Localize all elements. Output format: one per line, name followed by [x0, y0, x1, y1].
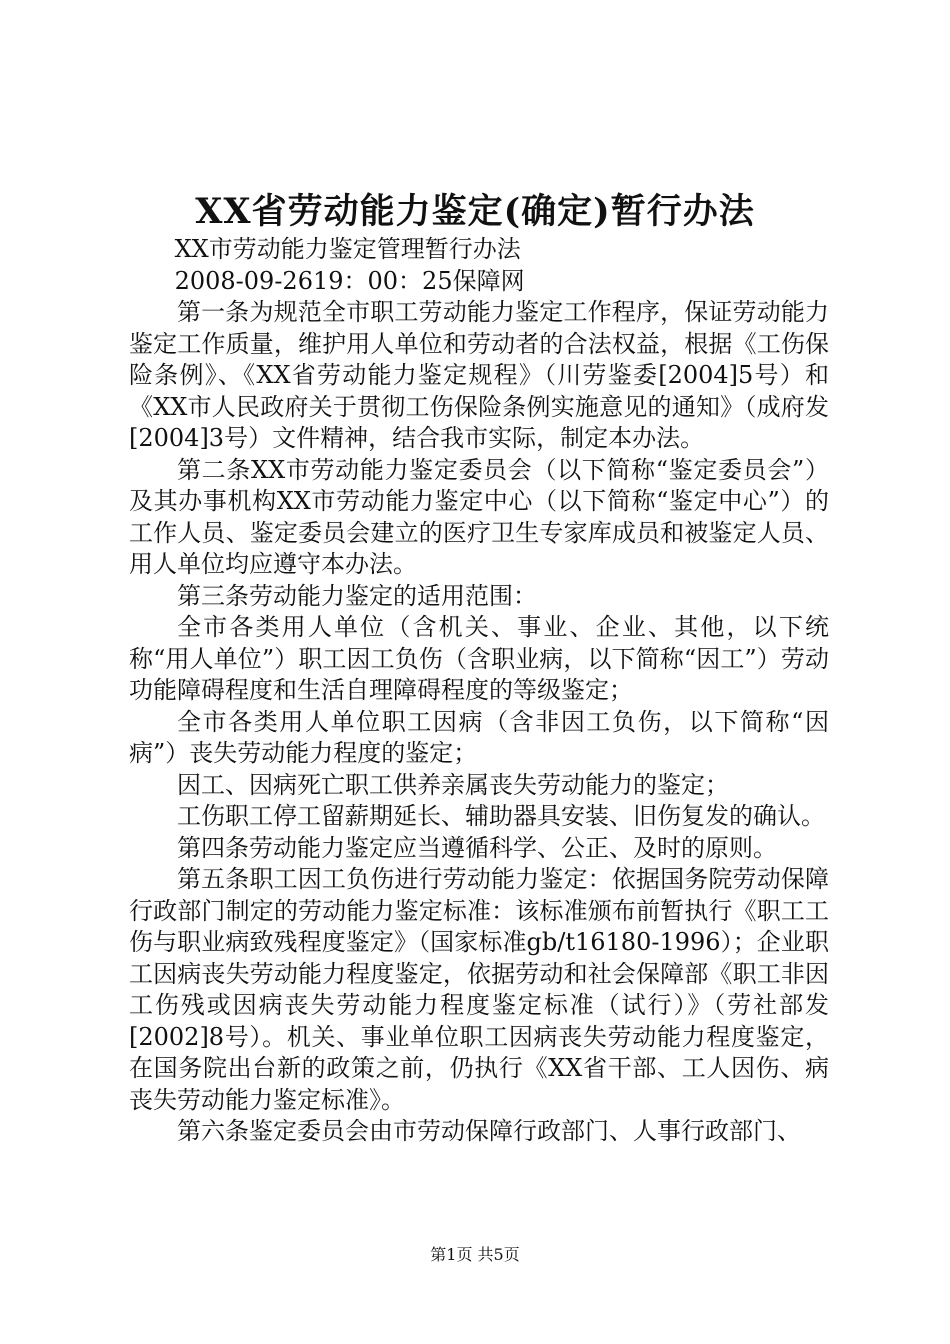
page-number-footer: 第1页 共5页	[430, 1245, 520, 1264]
paragraph-article-5: 第五条职工因工负伤进行劳动能力鉴定：依据国务院劳动保障行政部门制定的劳动能力鉴定标准：该标准颁布前暂执行《职工工伤与职业病致残程度鉴定》（国家标准gb/t16180-1996）；企业职工因病丧失劳动能力程度鉴定，依据劳动和社会保障部《职工非因工伤残或因病丧失劳动能力程度鉴定标准（试行）》（劳社部发[2002]8号）。机关、事业单位职工因病丧失劳动能力程度鉴定，在国务院出台新的政策之前，仍执行《XX省干部、工人因伤、病丧失劳动能力鉴定标准》。	[129, 865, 829, 1114]
document-body	[129, 234, 829, 1148]
paragraph-article-1: 第一条为规范全市职工劳动能力鉴定工作程序，保证劳动能力鉴定工作质量，维护用人单位和劳动者的合法权益，根据《工伤保险条例》、《XX省劳动能力鉴定规程》（川劳鉴委[2004]5号）和《XX市人民政府关于贯彻工伤保险条例实施意见的通知》（成府发[2004]3号）文件精神，结合我市实际，制定本办法。	[129, 298, 829, 452]
paragraph-scope-4: 工伤职工停工留薪期延长、辅助器具安装、旧伤复发的确认。	[177, 802, 825, 830]
dateline: 2008-09-2619：00：25保障网	[174, 266, 525, 295]
paragraph-article-6: 第六条鉴定委员会由市劳动保障行政部门、人事行政部门、	[177, 1117, 801, 1145]
paragraph-scope-1: 全市各类用人单位（含机关、事业、企业、其他，以下统称“用人单位”）职工因工负伤（含职业病，以下简称“因工”）劳动功能障碍程度和生活自理障碍程度的等级鉴定；	[129, 613, 829, 704]
paragraph-article-4: 第四条劳动能力鉴定应当遵循科学、公正、及时的原则。	[177, 833, 777, 862]
subtitle: XX市劳动能力鉴定管理暂行办法	[174, 235, 521, 263]
paragraph-scope-2: 全市各类用人单位职工因病（含非因工负伤，以下简称“因病”）丧失劳动能力程度的鉴定；	[129, 707, 829, 767]
paragraph-article-2: 第二条XX市劳动能力鉴定委员会（以下简称“鉴定委员会”）及其办事机构XX市劳动能力鉴定中心（以下简称“鉴定中心”）的工作人员、鉴定委员会建立的医疗卫生专家库成员和被鉴定人员、用人单位均应遵守本办法。	[129, 455, 829, 578]
paragraph-article-3: 第三条劳动能力鉴定的适用范围：	[177, 581, 537, 610]
paragraph-scope-3: 因工、因病死亡职工供养亲属丧失劳动能力的鉴定；	[177, 770, 729, 799]
document-title: XX省劳动能力鉴定(确定)暂行办法	[195, 191, 755, 232]
